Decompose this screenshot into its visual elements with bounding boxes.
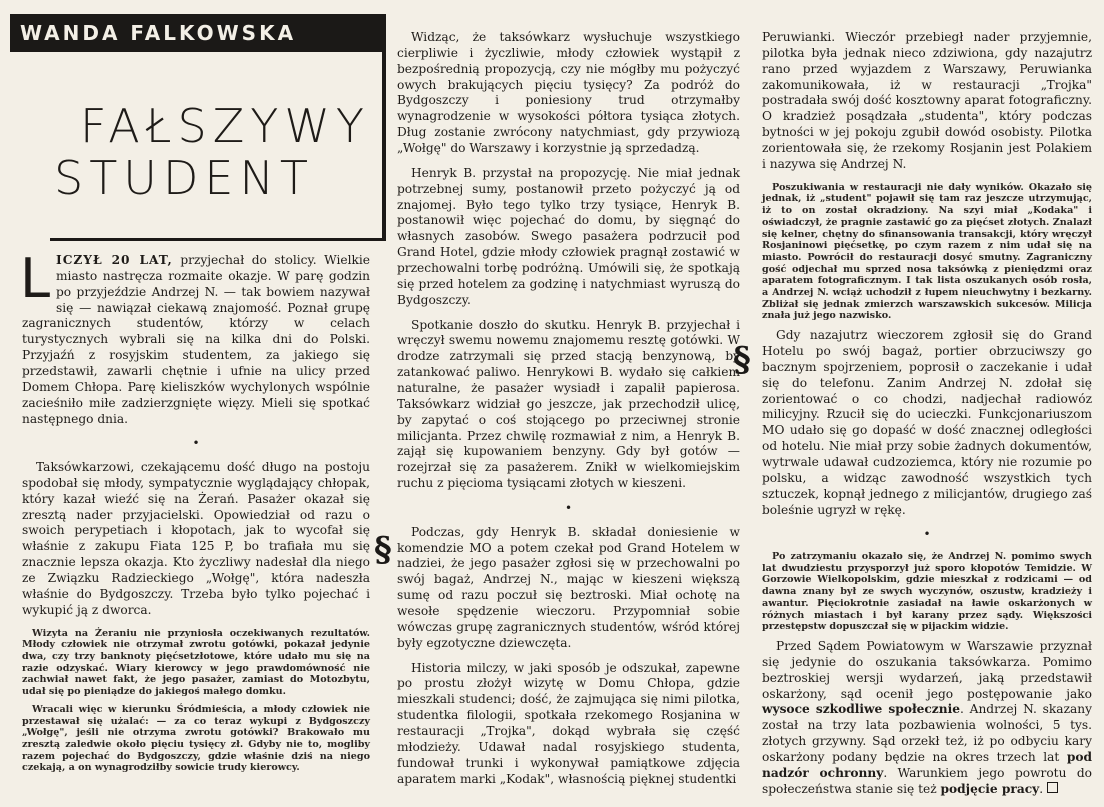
small-paragraph: Poszukiwania w restauracji nie dały wyników. Okazało się jednak, iż „student" pojawił się tam raz jeszcze utrzymując, iż to on został okradziony. Na szyi miał „Kodaka" i oświadczył, że pragnie zastawić go za pięćset złotych. Znalazł się kelner, chętny do sfinansowania transakcji, który wręczył Rosjaninowi pięćsetkę, po czym razem z nim udał się na miasto. Powrócił do restauracji dosyć smutny. Zagraniczny gość odjechał mu sprzed nosa taksówką z pieniędzmi oraz aparatem fotograficznym. I tak lista oszukanych osób rosła, a Andrzej N. wciąż uchodził z łupem nieuchwytny i bezkarny. Zbliżał się jednak zmierzch warszawskich sukcesów. Milicja znała już jego nazwisko. [762, 181, 1092, 322]
paragraph: Peruwianki. Wieczór przebiegł nader przyjemnie, pilotka była jednak nieco zdziwiona, gdy nazajutrz rano przed wyjazdem z Warszawy, Peruwianka zakomunikowała, iż w restauracji „Trojka" postradała swój dość kosztowny aparat fotograficzny. O kradzież posądzała „studenta", który podczas bytności w jej pokoju zgubił dowód osobisty. Pilotka zorientowała się, że rzekomy Rosjanin jest Polakiem i nazywa się Andrzej N. [762, 30, 1092, 171]
section-mark-1: § [733, 340, 751, 380]
paragraph: Spotkanie doszło do skutku. Henryk B. przyjechał i wręczył swemu nowemu znajomemu resztę gotówki. W drodze zatrzymali się przed stacją benzynową, by zatankować paliwo. Henrykowi B. wydało się całkiem naturalne, że pasażer wysiadł i zapalił papierosa. Taksówkarz widział go jeszcze, jak przechodził ulicę, by zapytać o coś stojącego po przeciwnej stronie milicjanta. Przez chwilę rozmawiał z nim, a Henryk B. zajął się kupowaniem benzyny. Gdy był gotów — rozejrzał się za pasażerem. Znikł w wielkomiejskim ruchu z pięcioma tysiącami złotych w kieszeni. [397, 317, 740, 491]
small-paragraph: Po zatrzymaniu okazało się, że Andrzej N. pomimo swych lat dwudziestu przysporzył już sporo kłopotów Temidzie. W Gorzowie Wielkopolskim, gdzie mieszkał z rodzicami — od dawna znany był ze swych wyczynów, oszustw, kradzieży i awantur. Pięciokrotnie zasiadał na ławie oskarżonych w różnych miastach i był karany przez sądy. Większości przestępstw dopuszczał się w pijackim widzie. [762, 551, 1092, 633]
paragraph: Taksówkarzowi, czekającemu dość długo na postoju spodobał się młody, sympatycznie wyglądający chłopak, który kazał wieźć się na Żerań. Pasażer okazał się zresztą nader przyjacielski. Opowiedział od razu o swoich perypetiach i kłopotach, jak to wycofał się właśnie z zakupu Fiata 125 P, bo trafiała mu się znacznie lepsza okazja. Kto życzliwy nadesłał dla niego ze Związku Radzieckiego „Wołgę", która nadeszła właśnie do Bydgoszczy. Trzeba było tylko pojechać i wykupić ją z dworca. [22, 460, 370, 617]
paragraph: Henryk B. przystał na propozycję. Nie miał jednak potrzebnej sumy, postanowił przeto pożyczyć ją od znajomej. Było tego tylko trzy tysiące, Henryk B. postanowił więc pojechać do domu, by sięgnąć do własnych zasobów. Swego pasażera podrzucił pod Grand Hotel, gdzie młody człowiek pragnął zostawić w przechowalni torbę podróżną. Umówili się, że spotkają się przed hotelem za godzinę i natychmiast wyruszą do Bydgoszczy. [397, 165, 740, 307]
separator-star: • [192, 436, 200, 451]
small-paragraph: Wracali więc w kierunku Śródmieścia, a młody człowiek nie przestawał się użalać: — za co teraz wykupi z Bydgoszczy „Wołgę", jeśli nie otrzyma zwrotu gotówki? Brakowało mu zresztą zaledwie około pięciu tysięcy zł. Gdyby nie to, mogliby razem pojechać do Bydgoszczy, gdzie właśnie dziś na niego czekają, a on wynagrodziłby sowicie trudy kierowcy. [22, 703, 370, 774]
closing-paragraph [762, 639, 1092, 798]
lead-caps: ICZYŁ 20 LAT, [56, 253, 173, 267]
bold-run: podjęcie pracy [940, 781, 1040, 796]
article-title [54, 99, 380, 205]
separator-star: • [564, 501, 573, 516]
vertical-rule [382, 14, 386, 240]
bold-run: pod nadzór ochronny [762, 750, 1092, 780]
horizontal-rule [50, 238, 386, 241]
paragraph: Historia milczy, w jaki sposób je odszukał, zapewne po prostu złożył wizytę w Domu Chłopa, gdzie mieszkali studenci; dość, że zajmująca się nimi pilotka, studentka filologii, spotkała rzekomego Rosjanina w restauracji „Trojka", dokąd wybrała się część młodzieży. Udawał nadal rosyjskiego studenta, fundował trunki i wykonywał pamiątkowe zdjęcia aparatem marki „Kodak", własnością pięknej studentki [397, 660, 740, 786]
column-2 [397, 30, 740, 796]
text-run: . Andrzej N. skazany został na trzy lata pozbawienia wolności, 5 tys. złotych grzywny. Sąd orzekł też, iż po odbyciu kary oskarżony podany będzie na okres trzech lat [762, 702, 1092, 765]
column-3 [762, 30, 1092, 807]
small-paragraph: Wizyta na Żeraniu nie przyniosła oczekiwanych rezultatów. Młody człowiek nie otrzymał zwrotu gotówki, pokazał jedynie dwa, czy trzy banknoty pięćsetzłotowe, które udało mu się na razie odzyskać. Wiary kierowcy w jego prawdomówność nie zachwiał nawet fakt, że jego pasażer, zamiast do Motozbytu, udał się po pieniądze do jakiegoś małego domku. [22, 627, 370, 698]
text-run: Przed Sądem Powiatowym w Warszawie przyznał się jedynie do oszukania taksówkarza. Pomimo beztroskiej wersji wydarzeń, jaką przedstawił oskarżony, sąd ocenił jego postępowanie jako [762, 639, 1092, 701]
paragraph: Widząc, że taksówkarz wysłuchuje wszystkiego cierpliwie i życzliwie, młody człowiek wystąpił z bezpośrednią propozycją, czy nie mógłby mu pożyczyć owych brakujących pięciu tysięcy? Za podróż do Bydgoszczy i poniesiony trud otrzymałby wynagrodzenie w wysokości półtora tysiąca złotych. Dług zostanie zwrócony natychmiast, gdy przywiozą „Wołgę" do Warszawy i korzystnie ją sprzedadzą. [397, 30, 740, 156]
bold-run: wysoce szkodliwe społecznie [762, 702, 960, 717]
text-run: . [1039, 781, 1044, 796]
drop-cap: L [20, 247, 51, 310]
lead-text: przyjechał do stolicy. Wielkie miasto nastręcza rozmaite okazje. W parę godzin po przyjeździe Andrzej N. — tak bowiem nazywał się — nawiązał ciekawą znajomość. Poznał grupę zagranicznych studentów, którzy w celach turystycznych wybrali się na kilka dni do Polski. Przyjaźń z rosyjskim studentem, za jakiego się przedstawił, zawarli chętnie i ufnie na ulicy przed Domem Chłopa. Parę kieliszków wychylonych wspólnie zacieśniło miłe zadzierzgnięte więzy. Mieli się spotkać następnego dnia. [22, 253, 370, 426]
separator-star: • [923, 527, 931, 542]
author-banner: WANDA FALKOWSKA [10, 14, 382, 52]
lead-paragraph [20, 247, 370, 427]
paragraph: Podczas, gdy Henryk B. składał doniesienie w komendzie MO a potem czekał pod Grand Hotelem w nadziei, że jego pasażer zgłosi się w przechowalni po swój bagaż, Andrzej N., mając w kieszeni większą sumę od razu poczuł się beztroski. Miał ochotę na wesołe spędzenie wieczoru. Przypomniał sobie wówczas grupę zagranicznych studentów, wśród której były egzotyczne dziewczęta. [397, 524, 740, 650]
text-run: . Warunkiem jego powrotu do społeczeństwa stanie się też [762, 765, 1092, 796]
paragraph: Gdy nazajutrz wieczorem zgłosił się do Grand Hotelu po swój bagaż, portier obrzuciwszy go bacznym spojrzeniem, poprosił o zaczekanie i udał się do telefonu. Zanim Andrzej N. zdołał się zorientować o co chodzi, nadjechał radiowóz milicyjny. Rzucił się do ucieczki. Funkcjonariuszom MO udało się go dopaść w dość znacznej odległości od hotelu. Nie miał przy sobie żadnych dokumentów, wytrwale udawał cudzoziemca, który nie rozumie po polsku, a widząc zawodność wszystkich tych sztuczek, kopnął jednego z milicjantów, drugiego zaś boleśnie ugryzł w rękę. [762, 328, 1092, 517]
section-mark-2: § [374, 530, 392, 570]
column-1 [20, 247, 370, 780]
title-line-1: FAŁSZYWY [80, 99, 370, 153]
end-mark-icon [1047, 782, 1058, 793]
title-line-2: STUDENT [54, 151, 314, 205]
